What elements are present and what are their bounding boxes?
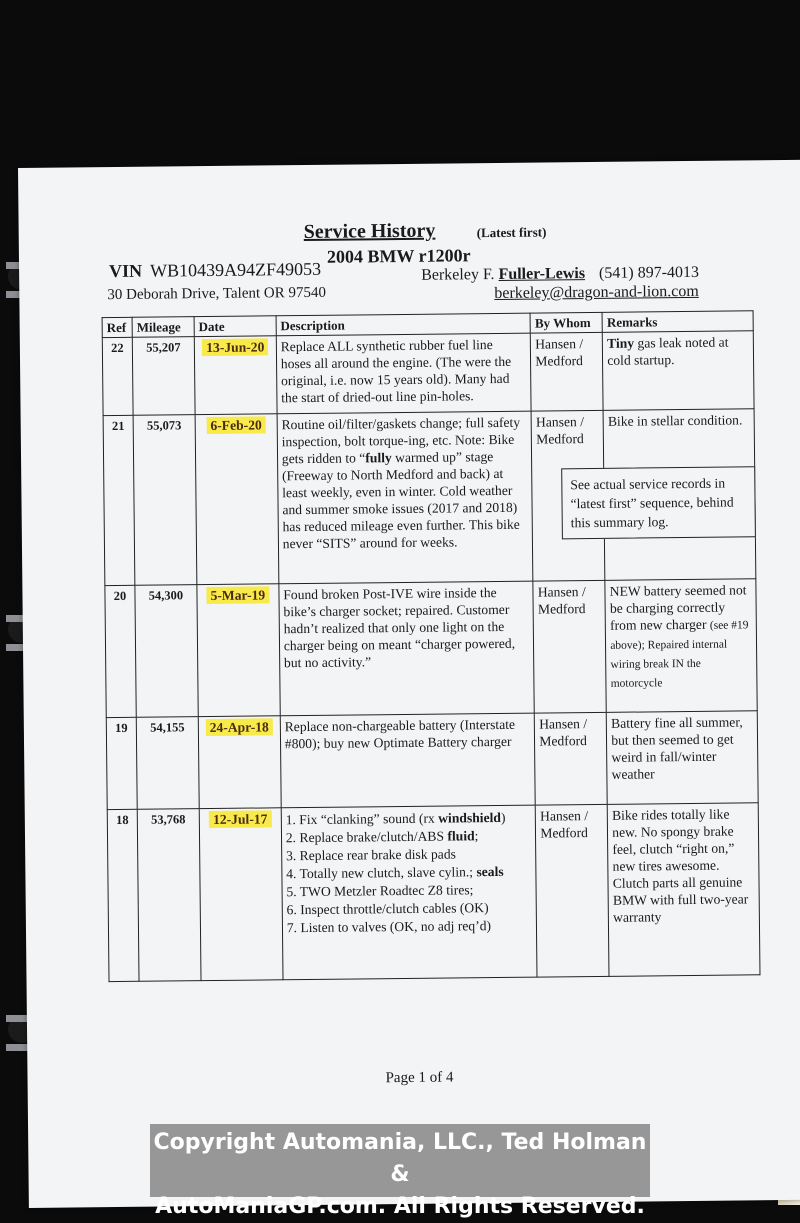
- cell-description: Replace ALL synthetic rubber fuel line hoses all around the engine. (The were the original, i.e. now 15 years old). Many had the start of dried-out line pin-holes.: [276, 333, 531, 414]
- vin-label: VIN: [108, 260, 143, 282]
- owner-address: 30 Deborah Drive, Talent OR 97540: [107, 284, 327, 304]
- list-item: 4. Totally new clutch, slave cylin.; seals: [286, 863, 504, 882]
- col-header-ref: Ref: [102, 317, 132, 337]
- cell-ref: 18: [107, 809, 139, 981]
- cell-ref: 22: [102, 337, 133, 415]
- cell-by-whom: Hansen / Medford: [531, 332, 604, 411]
- page-title: Service History: [303, 219, 436, 244]
- table-row: [102, 331, 754, 416]
- summary-note-box: See actual service records in “latest first” sequence, behind this summary log.: [561, 466, 756, 539]
- desc-text: warmed up” stage (Freeway to North Medford and back) at least weekly, even in winter. Cold weather and summer smoke issues (2017 and 2018) has reduced mileage even further. This bike never “SITS” around for weeks.: [281, 449, 520, 552]
- copyright-line-2: AutoManiaGP.com. All Rights Reserved.: [155, 1194, 645, 1219]
- vin-number: WB10439A94ZF49053: [149, 258, 322, 281]
- cell-by-whom: Hansen / Medford: [533, 580, 606, 713]
- vehicle-model: 2004 BMW r1200r: [326, 245, 471, 267]
- date-highlight: 13-Jun-20: [202, 338, 268, 356]
- cell-description: [281, 805, 537, 980]
- cell-by-whom: Hansen / Medford: [536, 804, 610, 977]
- cell-mileage: 53,768: [137, 809, 201, 982]
- table-row: [106, 711, 758, 810]
- cell-date: [195, 414, 279, 585]
- cell-description: Found broken Post-IVE wire inside the bike’s charger socket; repaired. Customer hadn’t realized that only one light on the charger being on meant “charger powered, but no activity.”: [279, 581, 535, 716]
- copyright-line-1: Copyright Automania, LLC., Ted Holman &: [153, 1130, 647, 1187]
- list-item: 7. Listen to valves (OK, no adj req’d): [286, 918, 492, 936]
- owner-last-name: Fuller-Lewis: [498, 265, 586, 283]
- list-item: 6. Inspect throttle/clutch cables (OK): [286, 900, 489, 918]
- col-header-by-whom: By Whom: [530, 312, 602, 333]
- col-header-description: Description: [276, 313, 531, 336]
- cell-mileage: 55,073: [133, 415, 197, 586]
- service-history-page: [18, 160, 800, 1208]
- table-row: [105, 579, 757, 718]
- table-row: [107, 803, 760, 982]
- list-item: 5. TWO Metzler Roadtec Z8 tires;: [286, 882, 474, 900]
- page-subtitle: (Latest first): [476, 224, 547, 241]
- owner-line: [421, 264, 699, 285]
- vin-line: [109, 259, 321, 282]
- cell-ref: 19: [106, 717, 137, 809]
- cell-remarks: Bike in stellar condition.: [603, 409, 756, 581]
- list-item: 3. Replace rear brake disk pads: [285, 846, 456, 864]
- cell-description: Replace non-chargeable battery (Interstate #800); buy new Optimate Battery charger: [280, 713, 535, 808]
- cell-remarks: [605, 579, 757, 713]
- cell-ref: 21: [103, 415, 135, 585]
- desc-text: Routine oil/filter/gaskets change; full safety inspection, bolt torque-ing, etc. Note: Bike gets ridden to “: [281, 414, 521, 467]
- copyright-watermark: [150, 1124, 650, 1219]
- remark-text: gas leak noted at cold startup.: [607, 334, 729, 368]
- list-item: 1. Fix “clanking” sound (rx windshield): [285, 809, 506, 828]
- date-highlight: 24-Apr-18: [206, 718, 273, 736]
- cell-remarks: Battery fine all summer, but then seemed to get weird in fall/winter weather: [606, 711, 758, 805]
- date-highlight: 12-Jul-17: [209, 810, 272, 828]
- cell-date: [199, 808, 283, 981]
- page-number: Page 1 of 4: [385, 1069, 454, 1087]
- cell-remarks: Bike rides totally like new. No spongy brake feel, clutch “right on,” new tires awesome. Clutch parts all genuine BMW with full two-year warranty: [607, 803, 760, 977]
- cell-by-whom: Hansen / Medford: [531, 410, 605, 581]
- cell-description: [277, 411, 533, 584]
- cell-mileage: 55,207: [132, 337, 195, 416]
- service-items-list: [286, 809, 533, 937]
- desc-emphasis: fully: [365, 450, 392, 466]
- cell-mileage: 54,155: [136, 717, 199, 810]
- owner-first-name: Berkeley F.: [421, 266, 495, 284]
- cell-by-whom: Hansen / Medford: [535, 712, 608, 805]
- col-header-date: Date: [194, 316, 276, 337]
- service-table: [102, 310, 761, 982]
- remark-emphasis: Tiny: [607, 335, 635, 351]
- col-header-remarks: Remarks: [602, 311, 753, 333]
- owner-phone: (541) 897-4013: [598, 263, 700, 282]
- col-header-mileage: Mileage: [132, 317, 194, 338]
- cell-remarks: [603, 331, 755, 411]
- date-highlight: 6-Feb-20: [206, 416, 266, 434]
- remark-text: NEW battery seemed not be charging correctly from new charger: [609, 582, 747, 633]
- cell-date: [198, 716, 281, 809]
- cell-mileage: 54,300: [135, 585, 198, 718]
- owner-email: berkeley@dragon-and-lion.com: [494, 282, 699, 303]
- cell-date: [194, 336, 277, 415]
- date-highlight: 5-Mar-19: [206, 586, 269, 604]
- list-item: 2. Replace brake/clutch/ABS fluid;: [285, 828, 479, 846]
- cell-ref: 20: [105, 585, 136, 717]
- cell-date: [197, 584, 280, 717]
- remark-small-text: (see #19 above); Repaired internal wiring break IN the motorcycle: [610, 619, 749, 690]
